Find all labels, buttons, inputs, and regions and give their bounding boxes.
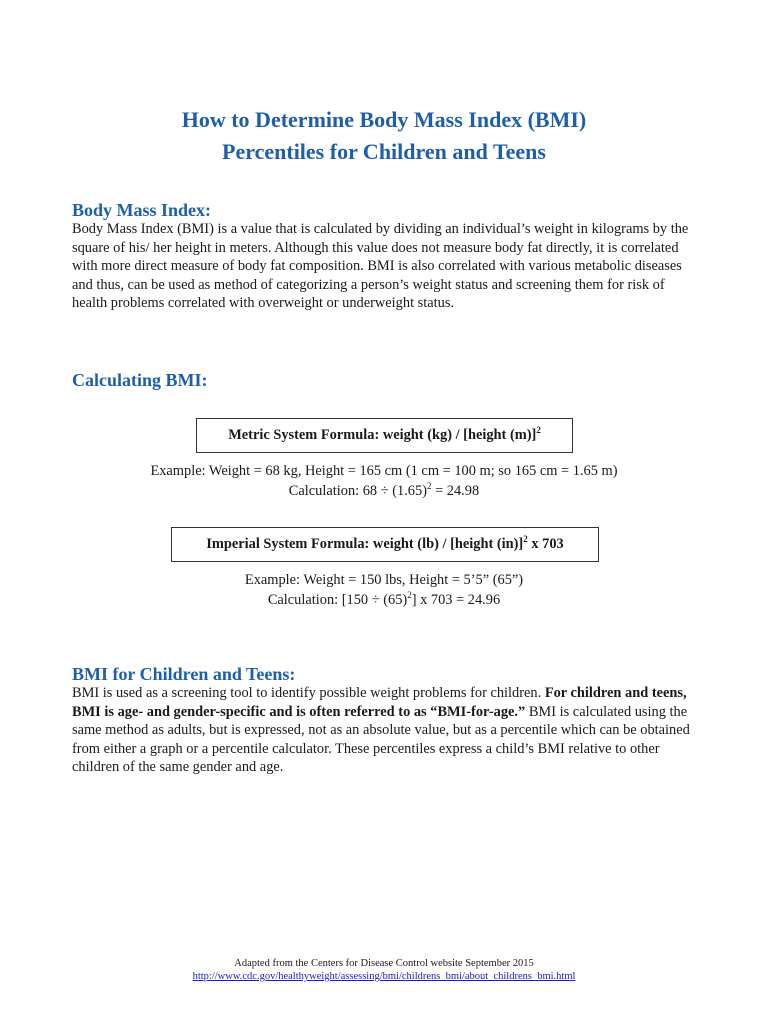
children-heading: BMI for Children and Teens: [72, 664, 296, 684]
footer [0, 957, 768, 983]
calculating-heading: Calculating BMI: [72, 370, 208, 390]
imperial-formula-box: Imperial System Formula: weight (lb) / [height (in)]$^2$ x 703 [171, 527, 599, 562]
metric-formula-text: Metric System Formula: weight (kg) / [height (m)] [228, 427, 537, 443]
children-bold-text: For children and teens, BMI is age- and gender-specific and is often referred to as “BMI-for-age.” [72, 685, 687, 720]
metric-calculation: Calculation: $68 \div (1.65)^2 = 24.98$ [288, 481, 480, 499]
title-line-2: Percentiles for Children and Teens [222, 139, 546, 164]
document-title [0, 104, 768, 168]
bmi-paragraph: Body Mass Index (BMI) is a value that is calculated by dividing an individual’s weight in kilograms by the square of his/ her height in meters. Although this value does not measure body fat directly, it is correlated with more direct measure of body fat composition. BMI is also correlated with various metabolic diseases and thus, can be used as method of categorizing a person’s weight status and screening them for risk of health problems correlated with overweight or underweight status. [72, 221, 689, 312]
footer-source: Adapted from the Centers for Disease Control website September 2015 [234, 958, 534, 969]
imperial-formula-exponent: 2 [523, 534, 528, 545]
bmi-heading: Body Mass Index: [72, 200, 212, 220]
metric-formula-box [196, 418, 573, 453]
children-paragraph: BMI is used as a screening tool to identify possible weight problems for children. For children and teens, BMI is age- and gender-specific and is often referred to as “BMI-for-age.” BMI is calculated using the same method as adults, but is expressed, not as an absolute value, but as a percentile which can be obtained from either a graph or a percentile calculator. These percentiles express a child’s BMI relative to other children of the same gender and age. [72, 685, 690, 776]
title-line-1: How to Determine Body Mass Index (BMI) [181, 107, 587, 132]
imperial-formula-text: Imperial System Formula: weight (lb) / [height (in)] [206, 536, 524, 552]
imperial-calculation: Calculation: $[150 \div (65)^2]$ x 703 = 24.96 [267, 590, 501, 608]
cdc-link[interactable]: http://www.cdc.gov/healthyweight/assessing/bmi/childrens_bmi/about_childrens_bmi.html [192, 971, 576, 982]
metric-example: Example: Weight = 68 kg, Height = 165 cm (1 cm = 100 m; so 165 cm = 1.65 m) [150, 463, 618, 479]
metric-formula-exponent: 2 [536, 425, 541, 436]
imperial-example: Example: Weight = 150 lbs, Height = 5’5” (65”) [244, 572, 524, 588]
